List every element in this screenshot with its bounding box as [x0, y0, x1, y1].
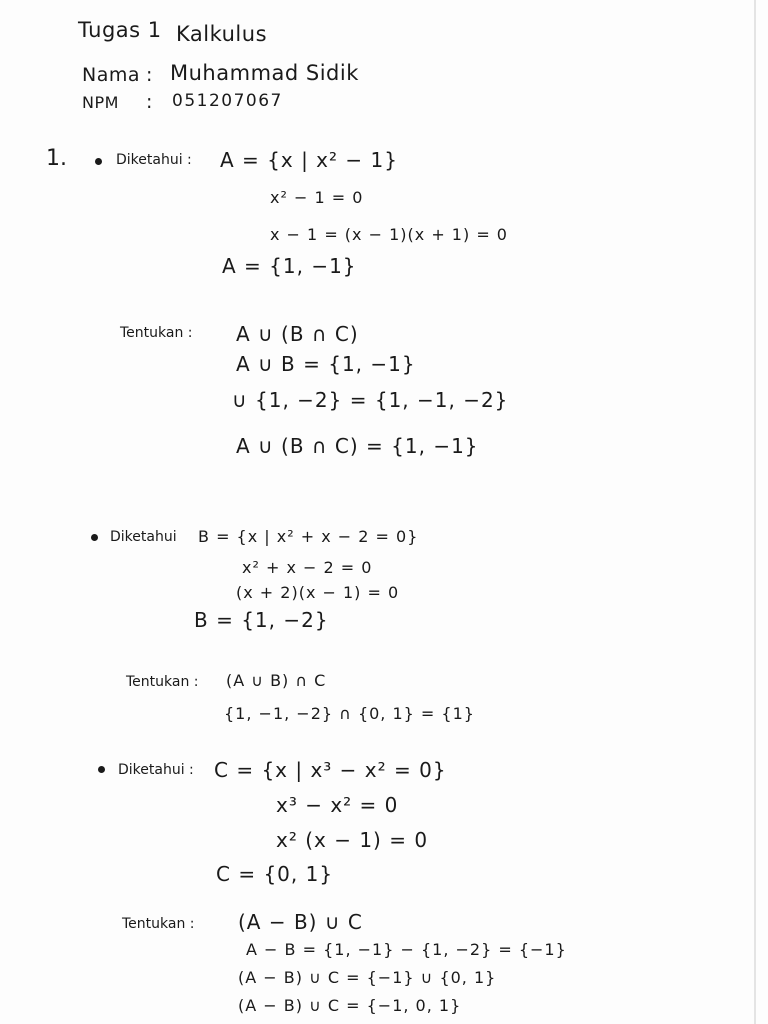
- npm-colon: :: [146, 91, 153, 113]
- section-1-task-line-2: A ∪ B = {1, −1}: [236, 352, 416, 376]
- section-1-task-label: Tentukan :: [120, 325, 193, 341]
- section-3-line-3: x² (x − 1) = 0: [276, 828, 429, 852]
- section-3-line-4: C = {0, 1}: [216, 862, 334, 886]
- bullet-point: [91, 534, 98, 541]
- section-1-task-line-3: ∪ {1, −2} = {1, −1, −2}: [232, 388, 509, 412]
- section-1-task-line-1: A ∪ (B ∩ C): [236, 322, 359, 346]
- section-3-line-2: x³ − x² = 0: [276, 793, 399, 817]
- section-1-line-4: A = {1, −1}: [222, 254, 357, 278]
- section-1-label: Diketahui :: [116, 152, 192, 168]
- bullet-point: [95, 158, 102, 165]
- npm-label: NPM: [82, 93, 119, 112]
- section-2-line-4: B = {1, −2}: [194, 608, 329, 632]
- section-3-task-line-1: (A − B) ∪ C: [238, 910, 363, 934]
- section-1-line-2: x² − 1 = 0: [270, 188, 364, 207]
- section-3-task-line-2: A − B = {1, −1} − {1, −2} = {−1}: [246, 940, 567, 959]
- section-1-line-3: x − 1 = (x − 1)(x + 1) = 0: [270, 225, 508, 244]
- section-2-task-line-2: {1, −1, −2} ∩ {0, 1} = {1}: [224, 704, 475, 723]
- name-colon: :: [146, 64, 153, 86]
- bullet-point: [98, 766, 105, 773]
- section-3-task-label: Tentukan :: [122, 916, 195, 932]
- section-3-label: Diketahui :: [118, 762, 194, 778]
- section-3-task-line-4: (A − B) ∪ C = {−1, 0, 1}: [238, 996, 462, 1015]
- npm-value: 051207067: [172, 91, 283, 111]
- problem-number: 1.: [46, 146, 67, 171]
- section-1-line-1: A = {x | x² − 1}: [220, 148, 398, 172]
- section-2-line-2: x² + x − 2 = 0: [242, 558, 373, 577]
- section-3-task-line-3: (A − B) ∪ C = {−1} ∪ {0, 1}: [238, 968, 497, 987]
- section-2-task-line-1: (A ∪ B) ∩ C: [226, 671, 327, 690]
- section-3-line-1: C = {x | x³ − x² = 0}: [214, 758, 447, 782]
- name-value: Muhammad Sidik: [170, 61, 359, 85]
- page-edge: [754, 0, 756, 1024]
- section-2-line-3: (x + 2)(x − 1) = 0: [236, 583, 400, 602]
- section-2-line-1: B = {x | x² + x − 2 = 0}: [198, 527, 419, 546]
- subject-title: Kalkulus: [176, 22, 268, 46]
- section-1-task-line-4: A ∪ (B ∩ C) = {1, −1}: [236, 434, 479, 458]
- assignment-title: Tugas 1: [78, 18, 162, 42]
- name-label: Nama: [82, 64, 141, 86]
- section-2-label: Diketahui: [110, 529, 177, 545]
- section-2-task-label: Tentukan :: [126, 674, 199, 690]
